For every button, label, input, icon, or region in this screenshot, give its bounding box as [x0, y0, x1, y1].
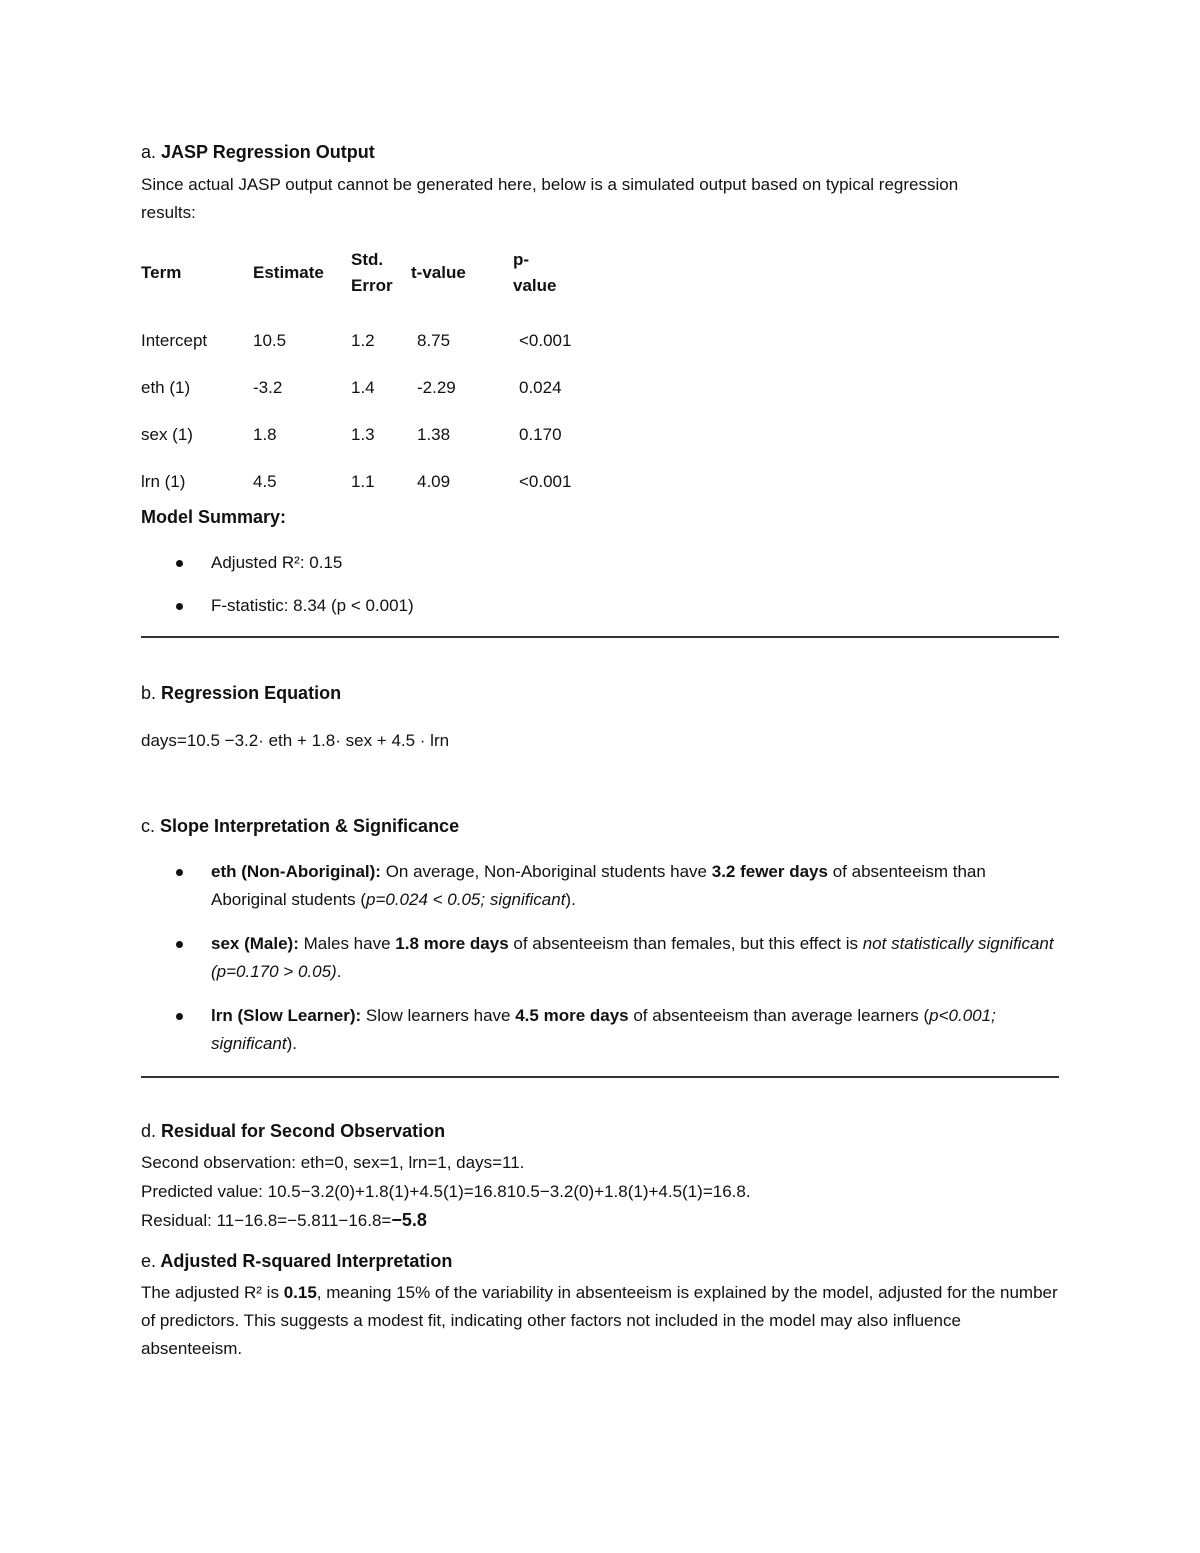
interpretation-text: , meaning 15% of the variability in absenteeism is explained by the model, adjusted for the number of predictors. This suggests a modest fit, indicating other factors not included in the model may also influence absenteeism. — [141, 1283, 1058, 1358]
slope-text: of absenteeism than females, but this effect is — [508, 934, 863, 953]
residual-text: Residual: 11−16.8=−5.811−16.8= — [141, 1211, 392, 1230]
table-row — [141, 411, 599, 458]
slope-significance: p=0.024 < 0.05; significant — [365, 890, 566, 909]
section-c-prefix: c. — [141, 816, 156, 836]
section-a-prefix: a. — [141, 142, 157, 162]
slope-label: lrn (Slow Learner): — [211, 1006, 362, 1025]
list-item — [141, 1002, 1059, 1058]
section-b-prefix: b. — [141, 683, 157, 703]
slope-label: sex (Male): — [211, 934, 299, 953]
second-observation: Second observation: eth=0, sex=1, lrn=1, days=11. — [141, 1153, 525, 1172]
cell-p-value: 0.024 — [519, 377, 562, 397]
table-row — [141, 364, 599, 411]
cell-term: eth (1) — [141, 377, 191, 397]
cell-estimate: 1.8 — [253, 424, 277, 444]
section-e-title: Adjusted R-squared Interpretation — [160, 1251, 453, 1271]
bullet-icon — [176, 869, 183, 876]
list-item — [141, 930, 1059, 986]
cell-std-error: 1.2 — [351, 330, 375, 350]
section-d-prefix: d. — [141, 1121, 157, 1141]
slope-text: of absenteeism than average learners ( — [628, 1006, 930, 1025]
header-p-value: p-value — [513, 250, 557, 295]
divider — [141, 1076, 1059, 1078]
divider — [141, 636, 1059, 638]
bullet-icon — [176, 603, 183, 610]
section-a-title: JASP Regression Output — [161, 142, 375, 162]
predicted-value: Predicted value: 10.5−3.2(0)+1.8(1)+4.5(1)=16.810.5−3.2(0)+1.8(1)+4.5(1)=16.8. — [141, 1182, 751, 1201]
residual-value: −5.8 — [391, 1210, 427, 1230]
slope-text: ). — [286, 1034, 297, 1053]
section-b-title: Regression Equation — [161, 683, 342, 703]
residual-line — [141, 1206, 427, 1235]
slope-text: Slow learners have — [361, 1006, 516, 1025]
regression-equation: days=10.5 −3.2· eth + 1.8· sex + 4.5 · lrn — [141, 731, 450, 750]
cell-t-value: 1.38 — [417, 424, 451, 444]
bullet-icon — [176, 560, 183, 567]
slope-significance: p<0.001; significant — [211, 1006, 996, 1053]
cell-p-value: <0.001 — [519, 471, 572, 491]
slope-label: eth (Non-Aboriginal): — [211, 862, 381, 881]
cell-p-value: 0.170 — [519, 424, 562, 444]
section-c-heading — [141, 816, 459, 837]
slope-significance: not statistically significant (p=0.170 > 0.05) — [211, 934, 1054, 981]
cell-std-error: 1.1 — [351, 471, 375, 491]
cell-term: sex (1) — [141, 424, 193, 444]
header-std-error: Std. Error — [351, 250, 393, 295]
header-term: Term — [141, 263, 182, 282]
summary-adjusted-r2: Adjusted R²: 0.15 — [211, 553, 343, 572]
cell-std-error: 1.3 — [351, 424, 375, 444]
section-c-title: Slope Interpretation & Significance — [160, 816, 460, 836]
section-a-intro: Since actual JASP output cannot be generated here, below is a simulated output based on typical regression results: — [141, 175, 959, 222]
table-row — [141, 458, 599, 505]
summary-f-statistic: F-statistic: 8.34 (p < 0.001) — [211, 596, 414, 615]
section-e-heading — [141, 1251, 452, 1272]
cell-estimate: -3.2 — [253, 377, 283, 397]
table-header-row — [141, 245, 569, 301]
cell-t-value: -2.29 — [417, 377, 456, 397]
bullet-icon — [176, 941, 183, 948]
interpretation-text: The adjusted R² is — [141, 1283, 284, 1302]
cell-std-error: 1.4 — [351, 377, 375, 397]
header-t-value: t-value — [411, 263, 466, 282]
cell-t-value: 8.75 — [417, 330, 451, 350]
slope-text: of absenteeism than Aboriginal students ( — [211, 862, 986, 909]
slope-text: Males have — [298, 934, 396, 953]
cell-estimate: 10.5 — [253, 330, 287, 350]
cell-estimate: 4.5 — [253, 471, 277, 491]
adjusted-r2-value: 0.15 — [283, 1283, 317, 1302]
slope-text: . — [336, 962, 342, 981]
regression-table-body — [141, 317, 599, 505]
slope-text: ). — [565, 890, 576, 909]
slope-list — [141, 858, 1059, 1058]
model-summary-list — [141, 549, 1059, 620]
cell-p-value: <0.001 — [519, 330, 572, 350]
table-row — [141, 317, 599, 364]
cell-term: Intercept — [141, 330, 208, 350]
header-estimate: Estimate — [253, 263, 324, 282]
section-b-heading — [141, 683, 341, 704]
model-summary-title: Model Summary: — [141, 507, 287, 527]
cell-t-value: 4.09 — [417, 471, 451, 491]
slope-value: 4.5 more days — [515, 1006, 629, 1025]
section-a-heading — [141, 142, 375, 163]
slope-value: 3.2 fewer days — [711, 862, 828, 881]
bullet-icon — [176, 1013, 183, 1020]
regression-table — [141, 245, 569, 301]
adjusted-r2-interpretation — [141, 1279, 1059, 1363]
section-e-prefix: e. — [141, 1251, 157, 1271]
section-d-heading — [141, 1121, 445, 1142]
section-d-title: Residual for Second Observation — [161, 1121, 446, 1141]
slope-value: 1.8 more days — [395, 934, 509, 953]
list-item — [141, 592, 1059, 620]
cell-term: lrn (1) — [141, 471, 186, 491]
slope-text: On average, Non-Aboriginal students have — [380, 862, 712, 881]
list-item — [141, 549, 1059, 577]
list-item — [141, 858, 1059, 914]
